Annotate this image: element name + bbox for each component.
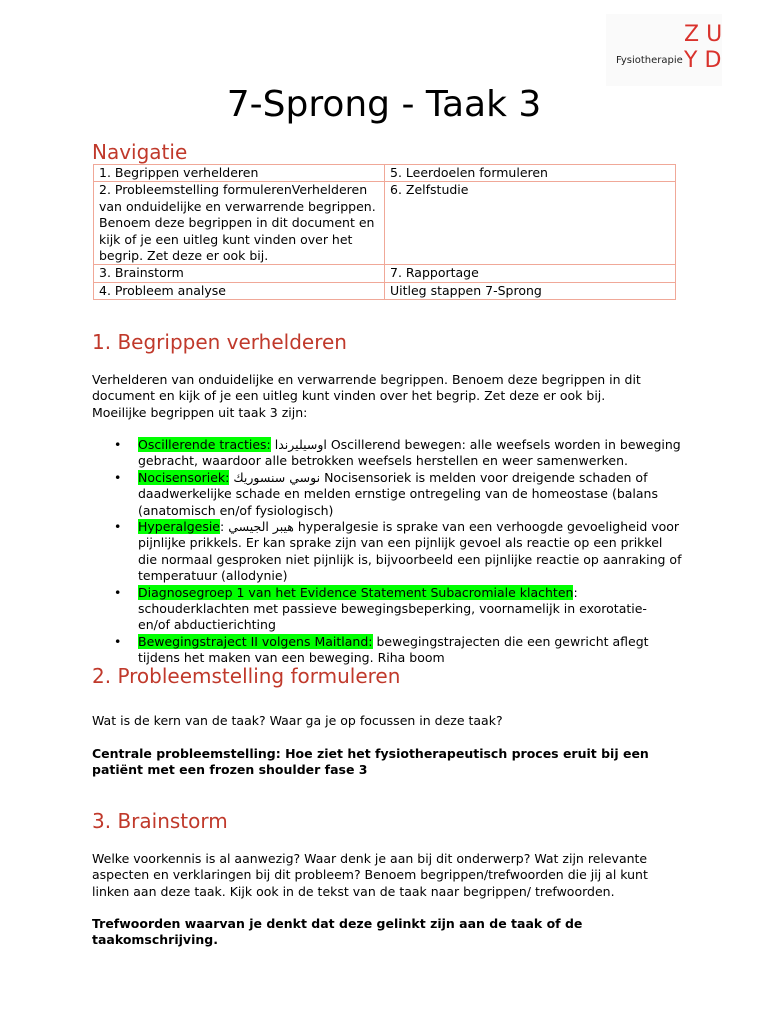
bullet-icon: • — [114, 584, 122, 600]
section-3-keywords: Trefwoorden waarvan je denkt dat deze gelinkt zijn aan de taak of de taakomschrijving. — [92, 916, 583, 948]
page-title: 7-Sprong - Taak 3 — [226, 84, 542, 125]
term-description: : schouderklachten met passieve bewegingsbeperking, voornamelijk in exorotatie- en/of abductierichting — [138, 584, 647, 633]
section-2-heading: 2. Probleemstelling formuleren — [92, 664, 401, 688]
list-item — [92, 519, 682, 585]
term-highlight: Bewegingstraject II volgens Maitland: — [138, 633, 373, 649]
section-1-intro-text: Verhelderen van onduidelijke en verwarrende begrippen. Benoem deze begrippen in dit document en kijk of je een uitleg kunt vinden over het begrip. Zet deze er ook bij. — [92, 372, 641, 404]
term-highlight: Hyperalgesie — [138, 519, 220, 535]
nav-link-probleem-analyse[interactable]: 4. Probleem analyse — [94, 282, 385, 299]
navigation-table — [93, 164, 676, 300]
section-1-intro-text-2: Moeilijke begrippen uit taak 3 zijn: — [92, 404, 308, 420]
logo-line-1: ZU — [684, 22, 730, 47]
nav-link-leerdoelen[interactable]: 5. Leerdoelen formuleren — [385, 165, 676, 182]
bullet-icon: • — [114, 469, 122, 485]
logo-line-2: YD — [684, 48, 729, 73]
term-description: نوسي سنسوريك Nocisensoriek is melden voor dreigende schaden of daadwerkelijke schade en melden ernstige ontregeling van de homeostase (balans (anatomisch en/of fysiologisch) — [138, 469, 658, 518]
section-1-heading: 1. Begrippen verhelderen — [92, 330, 347, 354]
nav-link-rapportage[interactable]: 7. Rapportage — [385, 265, 676, 282]
term-highlight: Nocisensoriek: — [138, 469, 230, 485]
list-item — [92, 634, 682, 667]
list-item — [92, 585, 682, 634]
table-row — [94, 282, 676, 299]
table-row — [94, 182, 676, 265]
term-description: اوسيليرندا Oscillerend bewegen: alle weefsels worden in beweging gebracht, waardoor alle betrokken weefsels herstellen en weer samenwerken. — [138, 437, 681, 469]
navigation-heading: Navigatie — [92, 140, 188, 164]
section-3-text: Welke voorkennis is al aanwezig? Waar denk je aan bij dit onderwerp? Wat zijn relevante aspecten en verklaringen bij dit probleem? Benoem begrippen/trefwoorden die jij al kunt linken aan deze taak. Kijk ook in de tekst van de taak naar begrippen/ trefwoorden. — [92, 851, 648, 899]
table-row — [94, 265, 676, 282]
begrippen-list — [92, 437, 682, 667]
logo-subtitle: Fysiotherapie — [616, 55, 683, 66]
bullet-icon: • — [114, 437, 122, 452]
bullet-icon: • — [114, 633, 122, 649]
section-3-heading: 3. Brainstorm — [92, 809, 228, 833]
nav-link-uitleg-stappen[interactable]: Uitleg stappen 7-Sprong — [385, 282, 676, 299]
term-highlight: Diagnosegroep 1 van het Evidence Statement Subacromiale klachten — [138, 584, 574, 600]
bullet-icon: • — [114, 519, 122, 535]
list-item — [92, 470, 682, 519]
section-1-intro — [92, 372, 682, 421]
list-item — [92, 437, 682, 470]
term-description: : هيبر الجيسي hyperalgesie is sprake van een verhoogde gevoeligheid voor pijnlijke prikkels. Er kan sprake zijn van een pijnlijk gevoel als reactie op een prikkel die normaal gesproken niet pijnlijk is, bijvoorbeeld een pijnlijke reactie op aanraking of temperatuur (allodynie) — [138, 519, 682, 584]
section-2-question: Wat is de kern van de taak? Waar ga je op focussen in deze taak? — [92, 713, 503, 728]
term-highlight: Oscillerende tracties: — [138, 437, 271, 452]
nav-link-begrippen[interactable]: 1. Begrippen verhelderen — [94, 165, 385, 182]
term-description: bewegingstrajecten die een gewricht aflegt tijdens het maken van een beweging. Riha boom — [138, 633, 649, 666]
nav-link-brainstorm[interactable]: 3. Brainstorm — [94, 265, 385, 282]
nav-link-zelfstudie[interactable]: 6. Zelfstudie — [385, 182, 676, 265]
central-problem-statement: Centrale probleemstelling: Hoe ziet het fysiotherapeutisch proces eruit bij een patiënt met een frozen shoulder fase 3 — [92, 746, 649, 778]
nav-link-probleemstelling[interactable]: 2. Probleemstelling formulerenVerhelderen van onduidelijke en verwarrende begrippen. Benoem deze begrippen in dit document en kijk of je een uitleg kunt vinden over het begrip. Zet deze er ook bij. — [94, 182, 385, 265]
zuyd-logo — [606, 14, 730, 86]
table-row — [94, 165, 676, 182]
